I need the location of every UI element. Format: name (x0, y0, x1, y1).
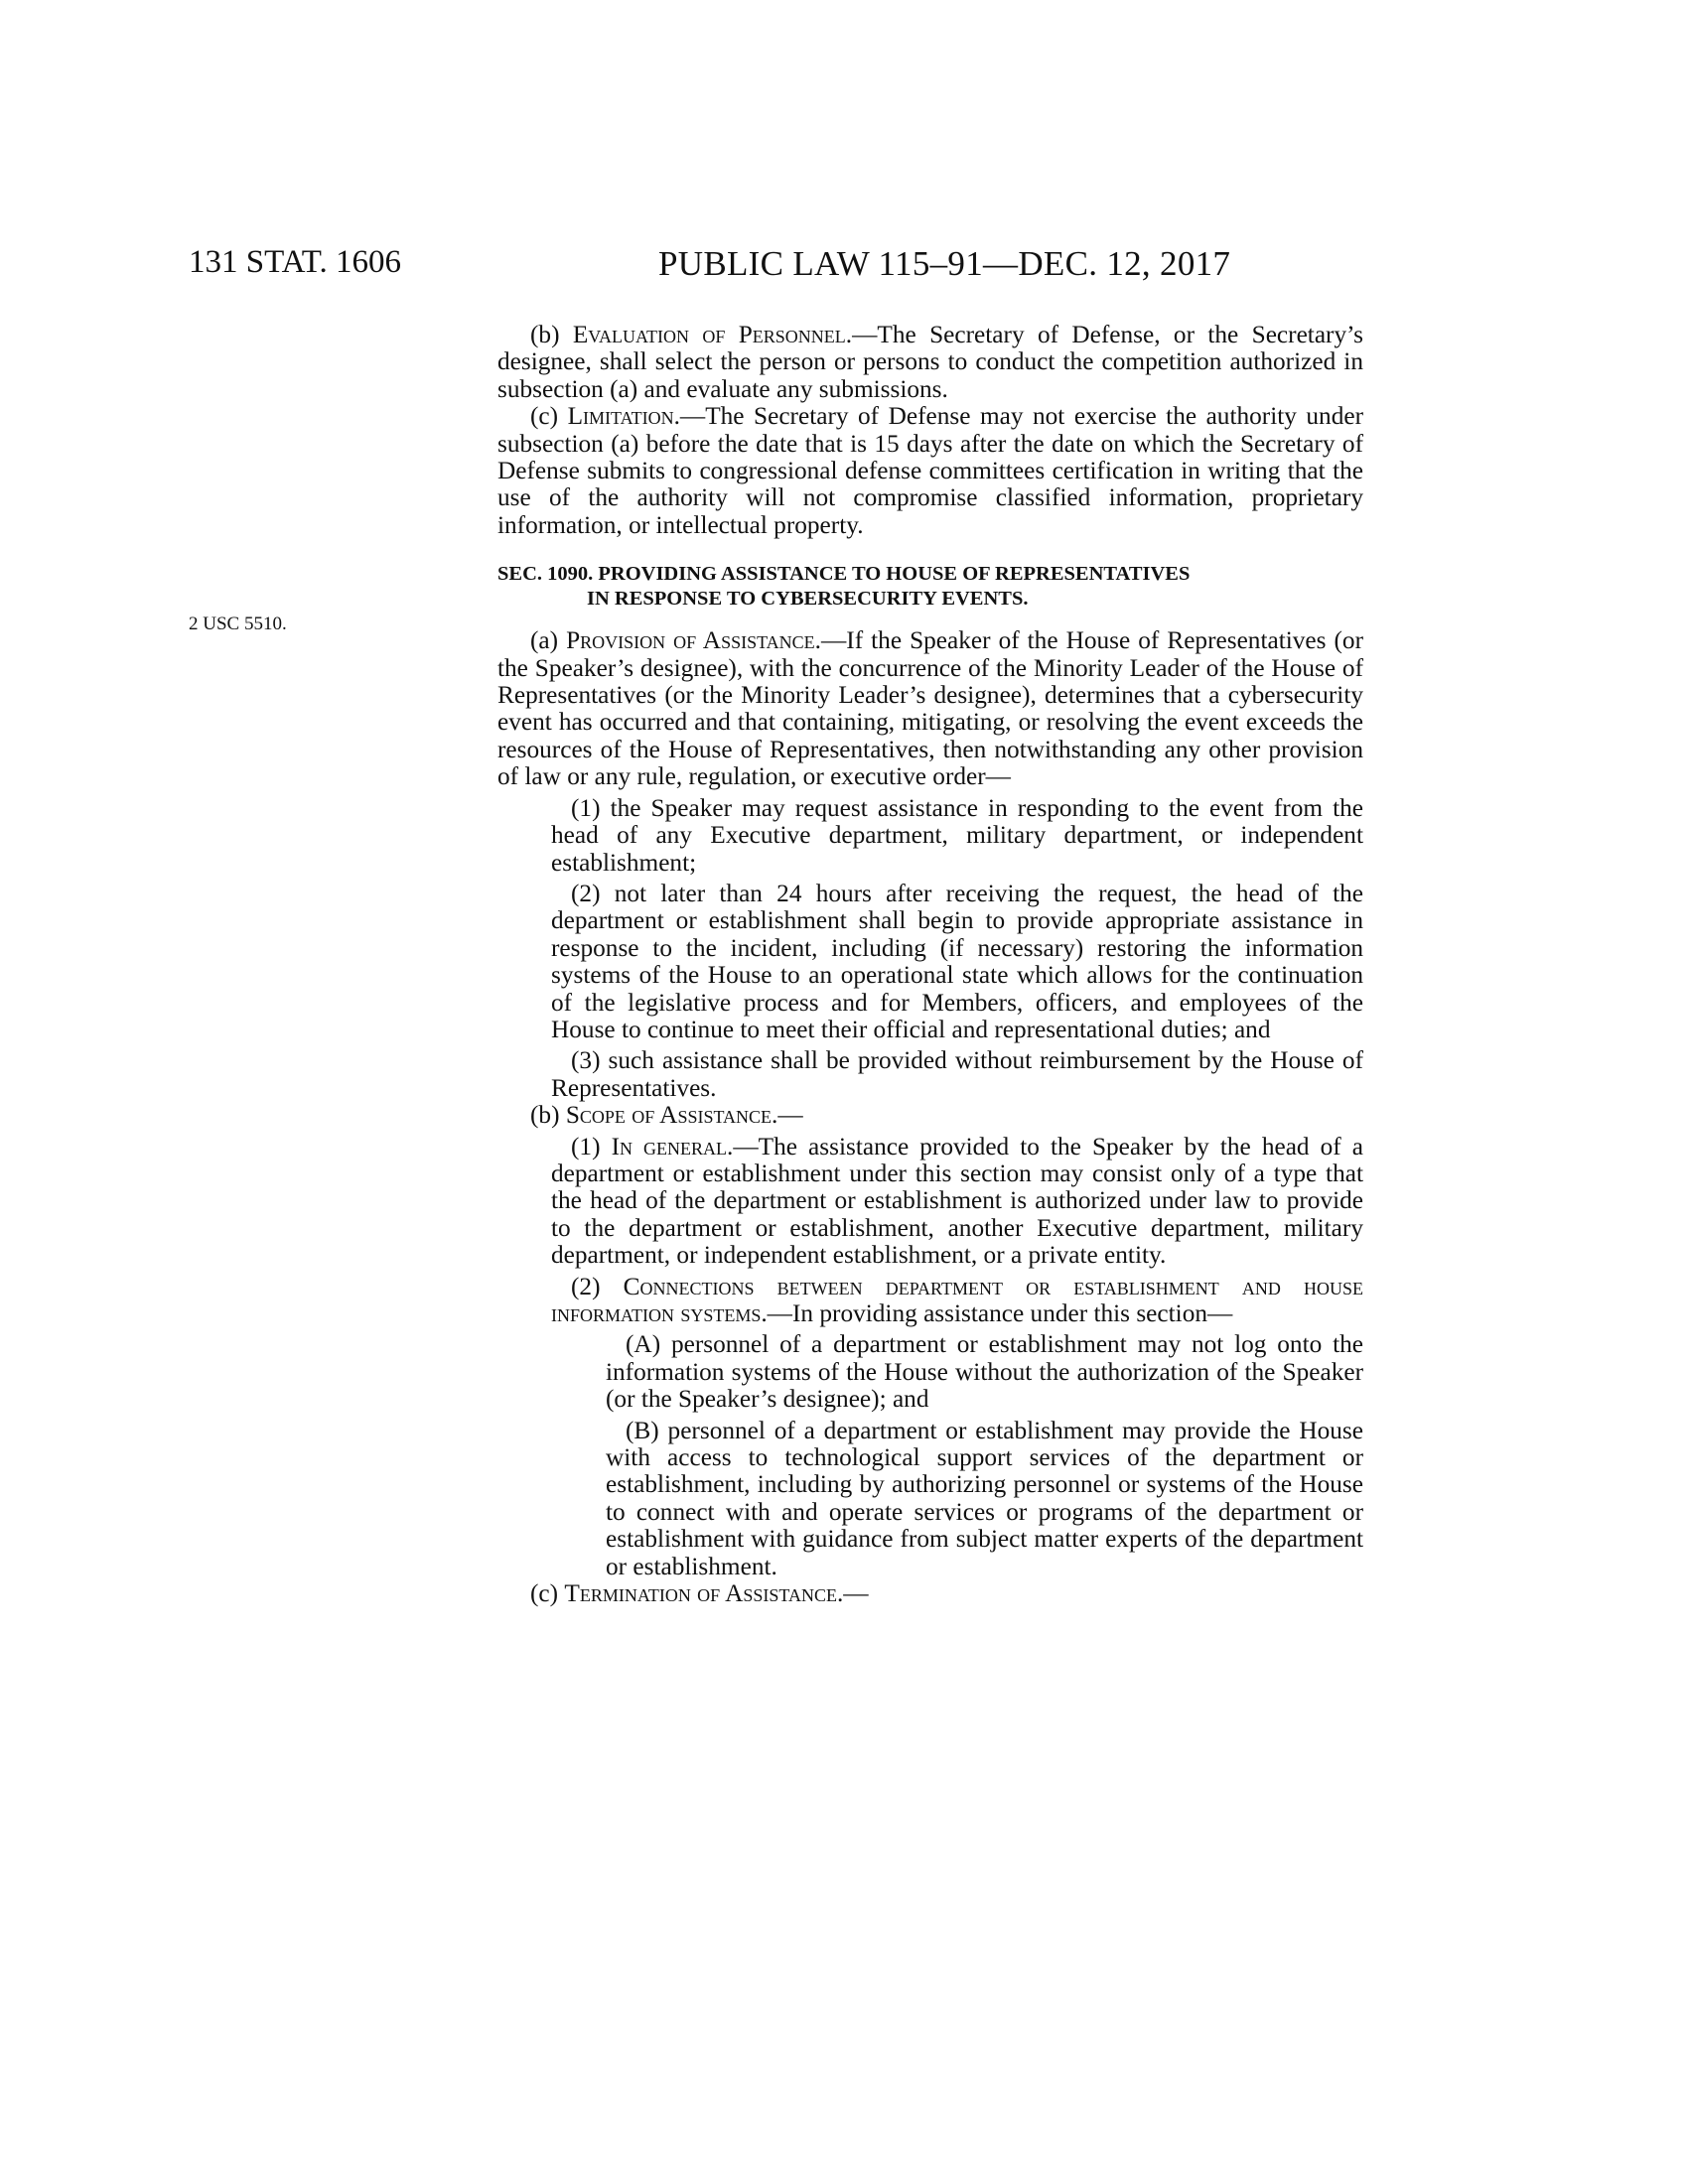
subsection-prefix: (c) (530, 402, 568, 431)
paragraph-heading: In general (611, 1132, 728, 1160)
subsection-dash: .— (836, 1579, 869, 1608)
subsection-dash: .— (772, 1101, 803, 1130)
subsection-text: .—The Secretary of Defense may not exercise the authority under subsection (a) before the date that is 15 days after the date on which the Secretary of Defense submits to congressional defense committees certification in writing that the use of the authority will not compromise classified information, proprietary information, or intellectual property. (497, 402, 1363, 539)
stat-citation: 131 STAT. 1606 (189, 244, 402, 280)
subsection-heading: Scope of Assistance (565, 1101, 773, 1130)
subsection-prefix: (b) (530, 321, 573, 348)
paragraph-a-2: (2) not later than 24 hours after receiving the request, the head of the department or establishment shall begin to provide appropriate assistance in response to the incident, including (if necessary) restoring the information systems of the House to an operational state which allows for the continuation of the legislative process and for Members, officers, and employees of the House to continue to meet their official and representational duties; and (551, 879, 1363, 1043)
section-heading-line-1: SEC. 1090. PROVIDING ASSISTANCE TO HOUSE OF REPRESENTATIVES (497, 563, 1191, 586)
subsection-prefix: (c) (530, 1579, 565, 1608)
subsection-heading: Limitation (567, 402, 674, 431)
subsection-heading: Evaluation of Personnel (572, 321, 846, 348)
subsection-heading: Provision of Assistance (566, 626, 815, 655)
subsection-a-provision (497, 627, 1363, 790)
paragraph-a-3: (3) such assistance shall be provided without reimbursement by the House of Representatives. (551, 1046, 1363, 1102)
paragraph-a-1: (1) the Speaker may request assistance in responding to the event from the head of any Executive department, military department, or independent establishment; (551, 793, 1363, 877)
subsection-prefix: (a) (530, 626, 567, 655)
subparagraph-b-2-a: (A) personnel of a department or establishment may not log onto the information systems of the House without the authorization of the Speaker (or the Speaker’s designee); and (606, 1330, 1363, 1414)
body-text (497, 322, 1363, 1607)
subsection-prefix: (b) (530, 1101, 566, 1130)
subsection-heading: Termination of Assistance (564, 1579, 837, 1608)
paragraph-b-1 (497, 1134, 1363, 1270)
paragraph-b-2 (497, 1274, 1363, 1328)
margin-usc-citation: 2 USC 5510. (189, 614, 287, 634)
paragraph-heading: Connections between department or establishment and house information systems (551, 1272, 1363, 1327)
section-heading-line-2: IN RESPONSE TO CYBERSECURITY EVENTS. (587, 588, 1029, 611)
subsection-c-limitation (497, 403, 1363, 539)
subparagraph-b-2-b: (B) personnel of a department or establishment may provide the House with access to technological support services of the department or establishment, including by authorizing personnel or systems of the House to connect with and operate services or programs of the department or establishment with guidance from subject matter experts of the department or establishment. (606, 1416, 1363, 1580)
paragraph-text: .—The assistance provided to the Speaker by the head of a department or establishment under this section may consist only of a type that the head of the department or establishment is authorized under law to provide to the department or establishment, another Executive department, military department, or independent establishment, or a private entity. (551, 1132, 1363, 1270)
subsection-b-scope (497, 1102, 1363, 1129)
subsection-text: .—The Secretary of Defense, or the Secretary’s designee, shall select the person or persons to conduct the competition authorized in subsection (a) and evaluate any submissions. (497, 321, 1364, 403)
subsection-c-termination (497, 1580, 1363, 1607)
page-header (0, 244, 1688, 294)
paragraph-prefix: (1) (571, 1132, 612, 1160)
subsection-text: .—If the Speaker of the House of Representatives (or the Speaker’s designee), with the concurrence of the Minority Leader of the House of Representatives (or the Minority Leader’s designee), determines that a cybersecurity event has occurred and that containing, mitigating, or resolving the event exceeds the resources of the House of Representatives, then notwithstanding any other provision of law or any rule, regulation, or executive order— (497, 626, 1363, 791)
public-law-title: PUBLIC LAW 115–91—DEC. 12, 2017 (658, 244, 1231, 283)
paragraph-prefix: (2) (571, 1272, 624, 1300)
paragraph-text: .—In providing assistance under this section— (761, 1299, 1233, 1327)
section-heading (497, 562, 1363, 612)
subsection-b-evaluation (497, 322, 1363, 403)
